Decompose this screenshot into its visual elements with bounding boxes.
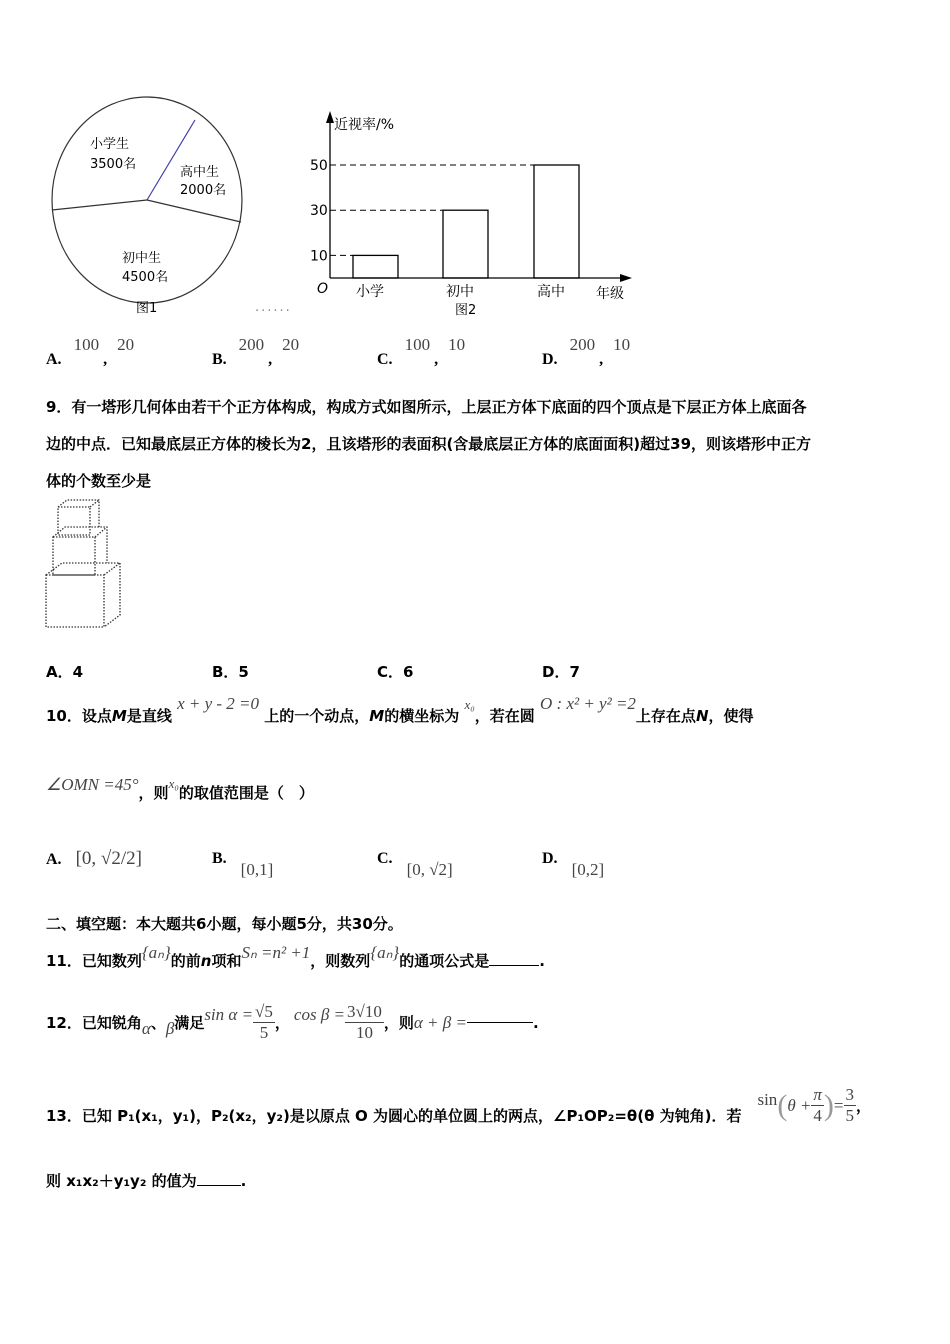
fraction: $\frac{√5}{5}$ — [255, 1002, 273, 1042]
text: ， — [856, 1097, 872, 1115]
sum-expr: α + β = — [413, 1012, 467, 1032]
q12 — [46, 1002, 539, 1043]
option-letter: C. — [377, 351, 393, 368]
fraction: $\frac{3√10}{10}$ — [347, 1002, 382, 1042]
bar-高中 — [534, 165, 579, 278]
fraction: $\frac{3}{5}$ — [845, 1085, 855, 1125]
sin-expr: sin — [757, 1089, 778, 1109]
slice-label: 初中生 — [122, 251, 162, 266]
text: . — [240, 1172, 247, 1190]
text: 上的一个动点， — [264, 707, 370, 725]
text: 10．设点 — [46, 707, 112, 725]
text: 项和 — [211, 952, 242, 970]
option-text: B．5 — [212, 663, 249, 681]
option-value: [0,2] — [571, 860, 605, 879]
y-tick-label: 50 — [310, 158, 328, 174]
option-value-1: 100 — [404, 335, 431, 354]
pie-divider — [147, 200, 241, 222]
y-axis-arrow-icon — [326, 111, 334, 123]
text: . — [532, 1013, 539, 1032]
option-letter: B. — [212, 850, 227, 867]
cube-middle — [53, 537, 95, 575]
option-value-2: 20 — [117, 335, 135, 354]
tower-cubes-figure — [40, 495, 130, 635]
option-value-1: 200 — [238, 335, 265, 354]
slice-count: 2000名 — [180, 183, 227, 198]
option-value-1: 100 — [73, 335, 100, 354]
option-letter: D. — [542, 351, 558, 368]
theta-expr: θ + — [787, 1095, 812, 1115]
answer-blank[interactable] — [489, 965, 539, 966]
q9-line3: 体的个数至少是 — [46, 472, 152, 490]
slice-label: 小学生 — [90, 137, 130, 152]
angle-condition: ∠OMN =45° — [46, 775, 139, 794]
var-M: M — [111, 707, 127, 725]
option-d[interactable]: D.200,10 — [542, 335, 631, 368]
text: 、 — [150, 1014, 166, 1032]
line-equation: x + y - 2 =0 — [177, 694, 260, 713]
option-value: [0, √2/2] — [75, 848, 142, 869]
circle-equation: O : x² + y² =2 — [540, 694, 636, 713]
fraction: $\frac{\pi}{4}$ — [813, 1085, 822, 1125]
x-axis-label: 年级 — [596, 286, 624, 302]
option-text: C．6 — [377, 663, 414, 681]
equals: = — [833, 1095, 844, 1115]
sequence: {aₙ} — [370, 943, 400, 962]
bar-小学 — [353, 255, 398, 278]
option-letter: A. — [46, 851, 62, 868]
option-a[interactable] — [46, 661, 83, 682]
text: 13．已知 P₁(x₁，y₁)，P₂(x₂，y₂)是以原点 O 为圆心的单位圆上的两点，∠P₁OP₂=θ(θ 为钝角)．若 — [46, 1107, 742, 1125]
slice-label: 高中生 — [180, 165, 220, 180]
figure-caption: 图1 — [136, 301, 158, 316]
sum-formula: Sₙ =n² +1 — [241, 943, 311, 962]
text: 的横坐标为 — [384, 707, 460, 725]
text: 则 x₁x₂＋y₁y₂ 的值为 — [46, 1172, 197, 1190]
text: 的取值范围是（ ） — [178, 784, 314, 802]
option-value-2: 20 — [282, 335, 300, 354]
option-letter: A. — [46, 351, 62, 368]
var-x0: x₀ — [168, 776, 179, 791]
option-b[interactable] — [212, 848, 274, 879]
option-c[interactable] — [377, 661, 413, 682]
var-x0: x₀ — [464, 697, 475, 712]
option-value-1: 200 — [569, 335, 596, 354]
option-b[interactable]: B.200,20 — [212, 335, 300, 368]
q11 — [46, 943, 545, 971]
q9-line2: 边的中点．已知最底层正方体的棱长为2，且该塔形的表面积(含最底层正方体的底面面积)超过39，则该塔形中正方 — [46, 435, 812, 453]
option-d[interactable] — [542, 661, 580, 682]
cube-top — [58, 507, 90, 535]
text: ，则 — [383, 1014, 414, 1032]
sequence: {aₙ} — [141, 943, 171, 962]
option-c[interactable] — [377, 848, 453, 879]
q13-line1: 13．已知 P₁(x₁，y₁)，P₂(x₂，y₂)是以原点 O 为圆心的单位圆上的两点，∠P₁OP₂=θ(θ 为钝角)．若 sin ( θ + $\frac{\pi}{4}$ ) = $\frac{3}{5}$ ， — [46, 1085, 872, 1125]
answer-blank[interactable] — [197, 1185, 241, 1186]
var-alpha: α — [141, 1018, 151, 1038]
q10-line1 — [46, 694, 754, 726]
text: ，则 — [138, 784, 169, 802]
y-axis-label: 近视率/% — [334, 117, 395, 133]
x-tick-label: 初中 — [446, 284, 474, 300]
option-a[interactable]: A.100,20 — [46, 335, 135, 368]
sin-expr: sin α = — [204, 1004, 254, 1024]
option-c[interactable]: C.100,10 — [377, 335, 466, 368]
option-letter: B. — [212, 351, 227, 368]
slice-count: 4500名 — [122, 270, 169, 285]
option-value-2: 10 — [613, 335, 631, 354]
text: ， — [274, 1014, 290, 1032]
q10-line2 — [46, 775, 314, 803]
var-n: n — [200, 952, 212, 970]
option-letter: C. — [377, 850, 393, 867]
text: 的前 — [170, 952, 201, 970]
cos-expr: cos β = — [293, 1004, 346, 1024]
bar-chart-figure2 — [300, 105, 650, 320]
option-letter: D. — [542, 850, 558, 867]
var-N: N — [695, 707, 709, 725]
pie-chart-figure1 — [40, 90, 270, 320]
text: 的通项公式是 — [399, 952, 490, 970]
option-value: [0,1] — [240, 860, 274, 879]
text: 11．已知数列 — [46, 952, 142, 970]
q13-line2 — [46, 1170, 246, 1191]
text: . — [539, 952, 545, 970]
y-tick-label: 30 — [310, 203, 328, 220]
text: 满足 — [174, 1014, 205, 1032]
q9-line1: 9．有一塔形几何体由若干个正方体构成，构成方式如图所示，上层正方体下底面的四个顶点是下层正方体上底面各 — [46, 398, 807, 416]
text: ，使得 — [708, 707, 754, 725]
option-value: [0, √2] — [406, 860, 453, 879]
x-tick-label: 高中 — [537, 284, 565, 300]
option-text: A．4 — [46, 663, 84, 681]
var-M: M — [369, 707, 385, 725]
var-beta: β — [165, 1018, 175, 1038]
cube-bottom — [46, 575, 104, 627]
origin-label: O — [317, 281, 329, 297]
x-axis-arrow-icon — [620, 274, 632, 282]
pie-divider — [52, 200, 147, 210]
text: ，若在圆 — [474, 707, 535, 725]
slice-count: 3500名 — [90, 157, 137, 172]
dots: ...... — [255, 300, 292, 315]
x-tick-label: 小学 — [356, 284, 384, 300]
option-value-2: 10 — [448, 335, 466, 354]
option-text: D．7 — [542, 663, 580, 681]
text: 上存在点 — [635, 707, 696, 725]
answer-blank[interactable] — [467, 1022, 533, 1023]
y-tick-label: 10 — [310, 248, 328, 265]
section-heading: 二、填空题：本大题共6小题，每小题5分，共30分。 — [46, 915, 403, 933]
text: 12．已知锐角 — [46, 1014, 142, 1032]
bar-初中 — [443, 210, 488, 278]
cube-bottom-top — [46, 563, 120, 627]
chart-title: 图2 — [455, 303, 477, 318]
option-d[interactable] — [542, 848, 605, 879]
option-a[interactable] — [46, 848, 142, 870]
text: 是直线 — [126, 707, 172, 725]
option-b[interactable] — [212, 661, 249, 682]
text: ，则数列 — [310, 952, 371, 970]
